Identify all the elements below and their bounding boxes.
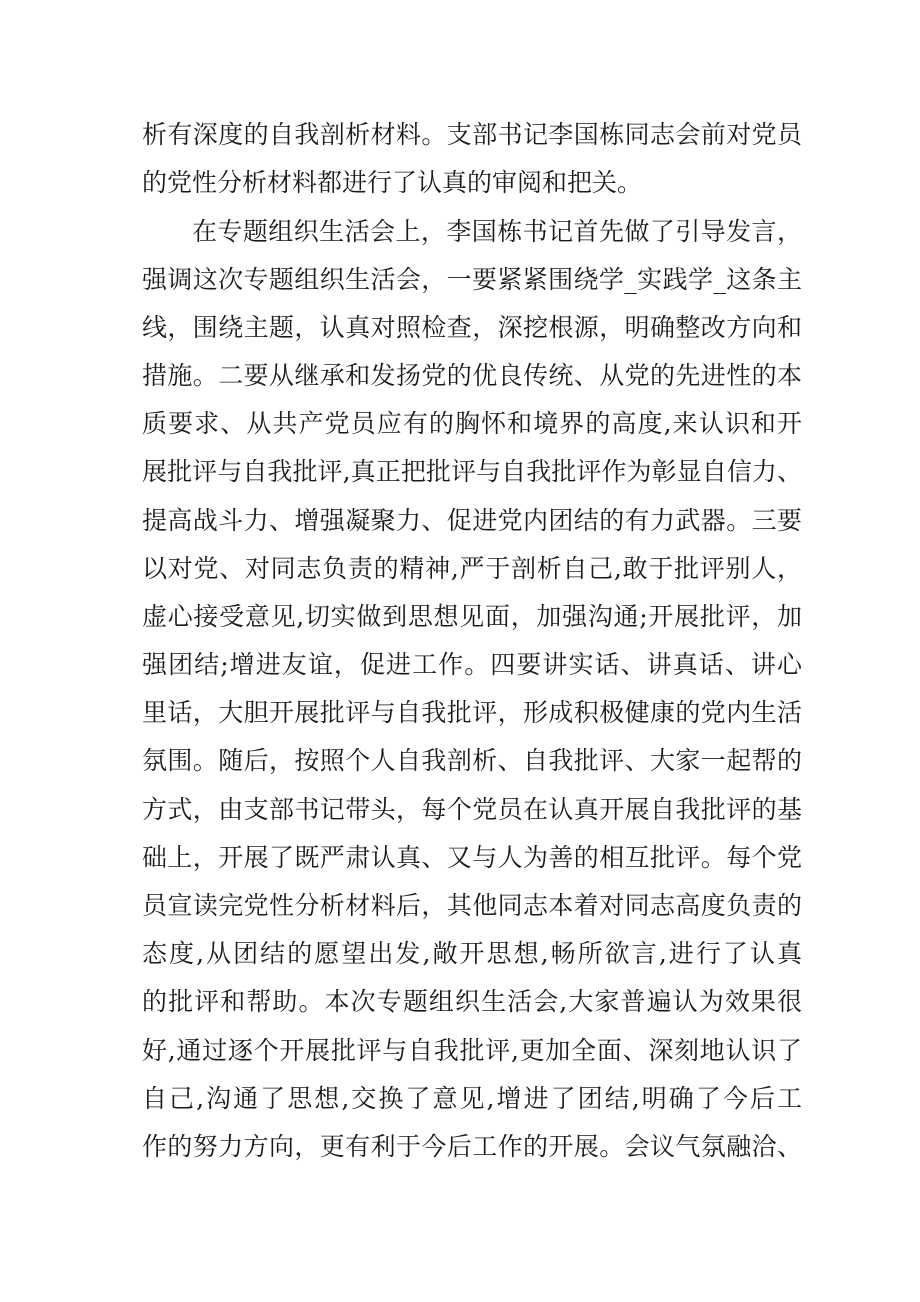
text-line: 的批评和帮助。本次专题组织生活会,大家普遍认为效果很	[142, 987, 802, 1016]
text-line: 强团结;增进友谊，促进工作。四要讲实话、讲真话、讲心	[142, 650, 802, 679]
text-line: 自己,沟通了思想,交换了意见,增进了团结,明确了今后工	[142, 1084, 802, 1113]
text-line: 措施。二要从继承和发扬党的优良传统、从党的先进性的本	[142, 361, 802, 390]
text-line: 强调这次专题组织生活会，一要紧紧围绕学_实践学_这条主	[142, 265, 802, 294]
text-line: 提高战斗力、增强凝聚力、促进党内团结的有力武器。三要	[142, 506, 802, 535]
text-line: 态度,从团结的愿望出发,敞开思想,畅所欲言,进行了认真	[142, 939, 802, 968]
text-line: 虚心接受意见,切实做到思想见面，加强沟通;开展批评，加	[142, 602, 802, 631]
text-line: 线，围绕主题，认真对照检查，深挖根源，明确整改方向和	[142, 313, 802, 342]
text-line: 员宣读完党性分析材料后，其他同志本着对同志高度负责的	[142, 891, 802, 920]
text-line: 的党性分析材料都进行了认真的审阅和把关。	[142, 168, 643, 197]
text-line: 氛围。随后，按照个人自我剖析、自我批评、大家一起帮的	[142, 746, 802, 775]
text-line: 好,通过逐个开展批评与自我批评,更加全面、深刻地认识了	[142, 1036, 802, 1065]
text-line: 析有深度的自我剖析材料。支部书记李国栋同志会前对党员	[142, 120, 802, 149]
text-line: 以对党、对同志负责的精神,严于剖析自己,敢于批评别人，	[142, 554, 802, 583]
text-line: 里话，大胆开展批评与自我批评，形成积极健康的党内生活	[142, 698, 802, 727]
text-line: 展批评与自我批评,真正把批评与自我批评作为彰显自信力、	[142, 457, 802, 486]
text-line: 作的努力方向，更有利于今后工作的开展。会议气氛融洽、	[142, 1132, 802, 1161]
text-line: 方式，由支部书记带头，每个党员在认真开展自我批评的基	[142, 795, 802, 824]
paragraph-first-line: 在专题组织生活会上，李国栋书记首先做了引导发言，	[192, 217, 802, 246]
text-line: 质要求、从共产党员应有的胸怀和境界的高度,来认识和开	[142, 409, 802, 438]
text-line: 础上，开展了既严肃认真、又与人为善的相互批评。每个党	[142, 843, 802, 872]
